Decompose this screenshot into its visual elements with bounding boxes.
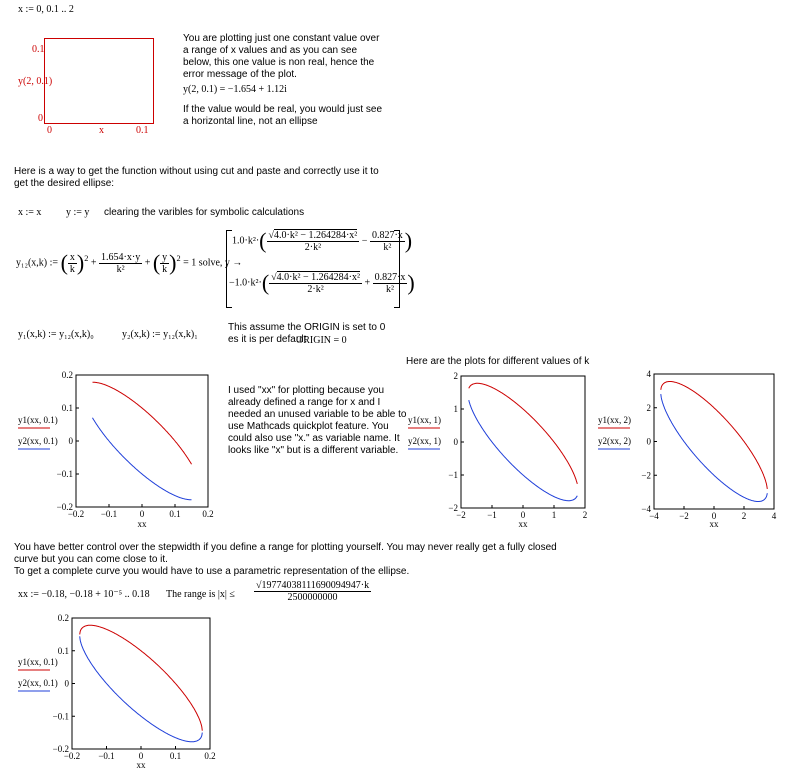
y-tick-label: 4: [646, 369, 651, 379]
plot-frame: [76, 375, 208, 507]
series-y1-line: [93, 382, 192, 464]
empty-plot-ylabel: y(2, 0.1): [18, 76, 53, 87]
origin-evaluation[interactable]: ORIGIN = 0: [296, 335, 347, 346]
legend-label: y1(xx, 0.1): [18, 415, 58, 425]
row2-den2: k²: [386, 283, 394, 295]
x-tick-label: 0.1: [169, 509, 181, 519]
plot-frame: [654, 374, 774, 509]
y-tick-label: 2: [646, 402, 651, 413]
xx-range-definition[interactable]: xx := −0.18, −0.18 + 10⁻⁵ .. 0.18: [18, 589, 150, 600]
row2-sign: +: [364, 277, 371, 289]
legend-label: y2(xx, 1): [408, 436, 441, 446]
y-tick-label: −0.2: [56, 502, 73, 512]
y-tick-label: −0.1: [52, 711, 69, 722]
x-axis-label: xx: [136, 760, 146, 770]
solve-keyword: = 1 solve, y →: [183, 257, 243, 269]
row2-root-den: 2·k²: [307, 283, 324, 295]
x-tick-label: −0.1: [98, 751, 115, 761]
y1-definition[interactable]: y₁(x,k) := y₁₂(x,k)₀: [18, 329, 94, 340]
x-tick-label: −1: [487, 510, 497, 520]
y-tick-label: 0.2: [57, 613, 69, 623]
explanation-non-real: You are plotting just one constant value over a range of x values and as you can see below, this one value is non real, hence the error message of the plot.: [183, 33, 380, 80]
y-tick-label: 2: [453, 371, 458, 381]
x-tick-label: −0.2: [63, 751, 81, 761]
term1-den: k: [69, 263, 75, 275]
term1-num: x: [69, 251, 75, 263]
intro-text: Here is a way to get the function without using cut and paste and correctly use it to get the desired ellipse:: [14, 166, 379, 189]
row1-root: 4.0·k² − 1.264284·x²: [274, 229, 358, 241]
series-y1-line: [80, 625, 203, 731]
range-fraction[interactable]: [254, 580, 371, 603]
x-axis-label: xx: [709, 519, 719, 529]
row1-root-den: 2·k²: [304, 241, 322, 253]
x-tick-label: 4: [771, 511, 777, 521]
x-tick-label: 0: [711, 511, 717, 521]
range-numerator: √19774038111690094947·k: [256, 580, 370, 591]
range-label: The range is |x| ≤: [166, 589, 235, 600]
clear-variables-note: clearing the varibles for symbolic calculations: [104, 207, 305, 218]
series-y2-line: [93, 418, 192, 500]
range-denominator: 2500000000: [287, 592, 338, 603]
x-tick-label: 0.1: [169, 751, 182, 761]
origin-note: This assume the ORIGIN is set to 0 es it is per default: [228, 322, 386, 345]
legend-label: y1(xx, 0.1): [18, 657, 58, 667]
y-tick-label: 0: [64, 678, 69, 689]
y-tick-label: 0.1: [61, 403, 73, 413]
x-tick-label: 0.2: [204, 751, 216, 761]
series-y1-line: [469, 383, 578, 484]
y-tick-label: 0.2: [61, 370, 73, 380]
clear-y-definition[interactable]: y := y: [66, 207, 90, 218]
x-tick-label: 0.2: [202, 509, 214, 519]
legend-label: y2(xx, 0.1): [18, 678, 58, 688]
middle-term-num: 1.654·x·y: [101, 251, 141, 263]
empty-plot-xlabel: x: [99, 125, 104, 136]
row2-root: 4.0·k² − 1.264284·x²: [276, 271, 360, 283]
series-y2-line: [80, 636, 203, 742]
legend-label: y2(xx, 0.1): [18, 436, 58, 446]
x-tick-label: 2: [582, 510, 588, 520]
x-tick-label: −0.1: [100, 509, 118, 519]
x-axis-label: xx: [137, 519, 147, 529]
y-tick-label: −2: [448, 503, 458, 513]
row1-den2: k²: [383, 241, 392, 253]
y-tick-label: −0.2: [52, 744, 69, 754]
legend-label: y1(xx, 2): [598, 415, 631, 425]
clear-x-definition[interactable]: x := x: [18, 207, 42, 218]
empty-plot-xleft: 0: [47, 125, 52, 136]
empty-plot-frame[interactable]: [44, 38, 154, 124]
y-tick-label: 1: [453, 404, 458, 414]
term3-num: y: [162, 251, 168, 263]
x-tick-label: −2: [456, 510, 466, 520]
y2-definition[interactable]: y₂(x,k) := y₁₂(x,k)₁: [122, 329, 198, 340]
explanation-real-value: If the value would be real, you would just see a horizontal line, not an ellipse: [183, 104, 383, 127]
series-y2-line: [469, 400, 578, 501]
matrix-row-2[interactable]: −1.0·k²·( $\frac{\text{√4.0·k² − 1.264284·x²}}{\text{2·k²}}$ + $\frac{0.827\cdot x}{\text{k²}}$ ): [229, 270, 415, 295]
y-tick-label: −4: [641, 504, 651, 514]
row1-coefficient: 1.0·k²·: [232, 235, 260, 247]
x-tick-label: 2: [741, 511, 747, 521]
y-tick-label: −2: [641, 470, 651, 481]
x-tick-label: −4: [649, 511, 659, 521]
row1-num2: 0.827·x: [371, 229, 403, 241]
row2-num2: 0.827·x: [374, 271, 406, 283]
x-tick-label: −0.2: [67, 509, 85, 519]
y-tick-label: −0.1: [56, 469, 73, 479]
empty-plot-ybottom: 0: [38, 113, 43, 124]
plots-note: Here are the plots for different values of k: [406, 356, 590, 367]
x-tick-label: 0: [520, 510, 526, 520]
x-tick-label: 1: [551, 510, 557, 520]
plot-frame: [72, 618, 210, 749]
term3-den: k: [162, 263, 168, 275]
x-axis-label: xx: [518, 519, 528, 529]
y12-lhs: y₁₂(x,k) :=: [16, 257, 59, 269]
empty-plot-xright: 0.1: [136, 125, 149, 136]
plot-frame: [461, 376, 585, 508]
parametric-note: To get a complete curve you would have to use a parametric representation of the ellipse.: [14, 566, 410, 577]
y-tick-label: 0: [646, 436, 651, 447]
empty-plot-ytop: 0.1: [32, 44, 45, 55]
series-y1-line: [661, 382, 768, 489]
middle-term-den: k²: [116, 263, 125, 275]
row2-coefficient: −1.0·k²·: [229, 277, 262, 289]
y-tick-label: 0.1: [57, 645, 69, 656]
matrix-row-1[interactable]: 1.0·k²·( $\frac{\text{√4.0·k² − 1.264284·x²}}{\text{2·k²}}$ − $\frac{0.827\cdot x}{\text{k²}}$ ): [232, 228, 413, 253]
x-tick-label: 0: [139, 509, 145, 519]
series-y2-line: [661, 394, 768, 501]
x-tick-label: −2: [679, 511, 689, 521]
y-tick-label: −1: [448, 470, 458, 480]
y-evaluation-result[interactable]: y(2, 0.1) = −1.654 + 1.12i: [183, 84, 287, 95]
y12-definition[interactable]: y₁₂(x,k) := ( $\frac{x}{k}$ )$^2$ + $\frac{1.654\cdot x\cdot y}{\text{k²}}$ + ( $\frac{y}{k}$ )$^2$ = 1 solve, y →: [16, 250, 243, 275]
x-tick-label: 0: [138, 751, 144, 761]
xx-variable-note: I used "xx" for plotting because you already defined a range for x and I needed an unused variable to be able to use Mathcads quickplot feature. You could also use "x." as variable name. It looks like "x" but is a different variable.: [228, 385, 407, 456]
y-tick-label: 0: [68, 436, 73, 446]
legend-label: y2(xx, 2): [598, 436, 631, 446]
y-tick-label: 0: [453, 437, 458, 447]
stepwidth-note: You have better control over the stepwidth if you define a range for plotting yourself. You may never really get a fully closed curve but you can come close to it.: [14, 542, 557, 565]
x-range-definition[interactable]: x := 0, 0.1 .. 2: [18, 4, 74, 15]
legend-label: y1(xx, 1): [408, 415, 441, 425]
row1-sign: −: [361, 235, 368, 247]
